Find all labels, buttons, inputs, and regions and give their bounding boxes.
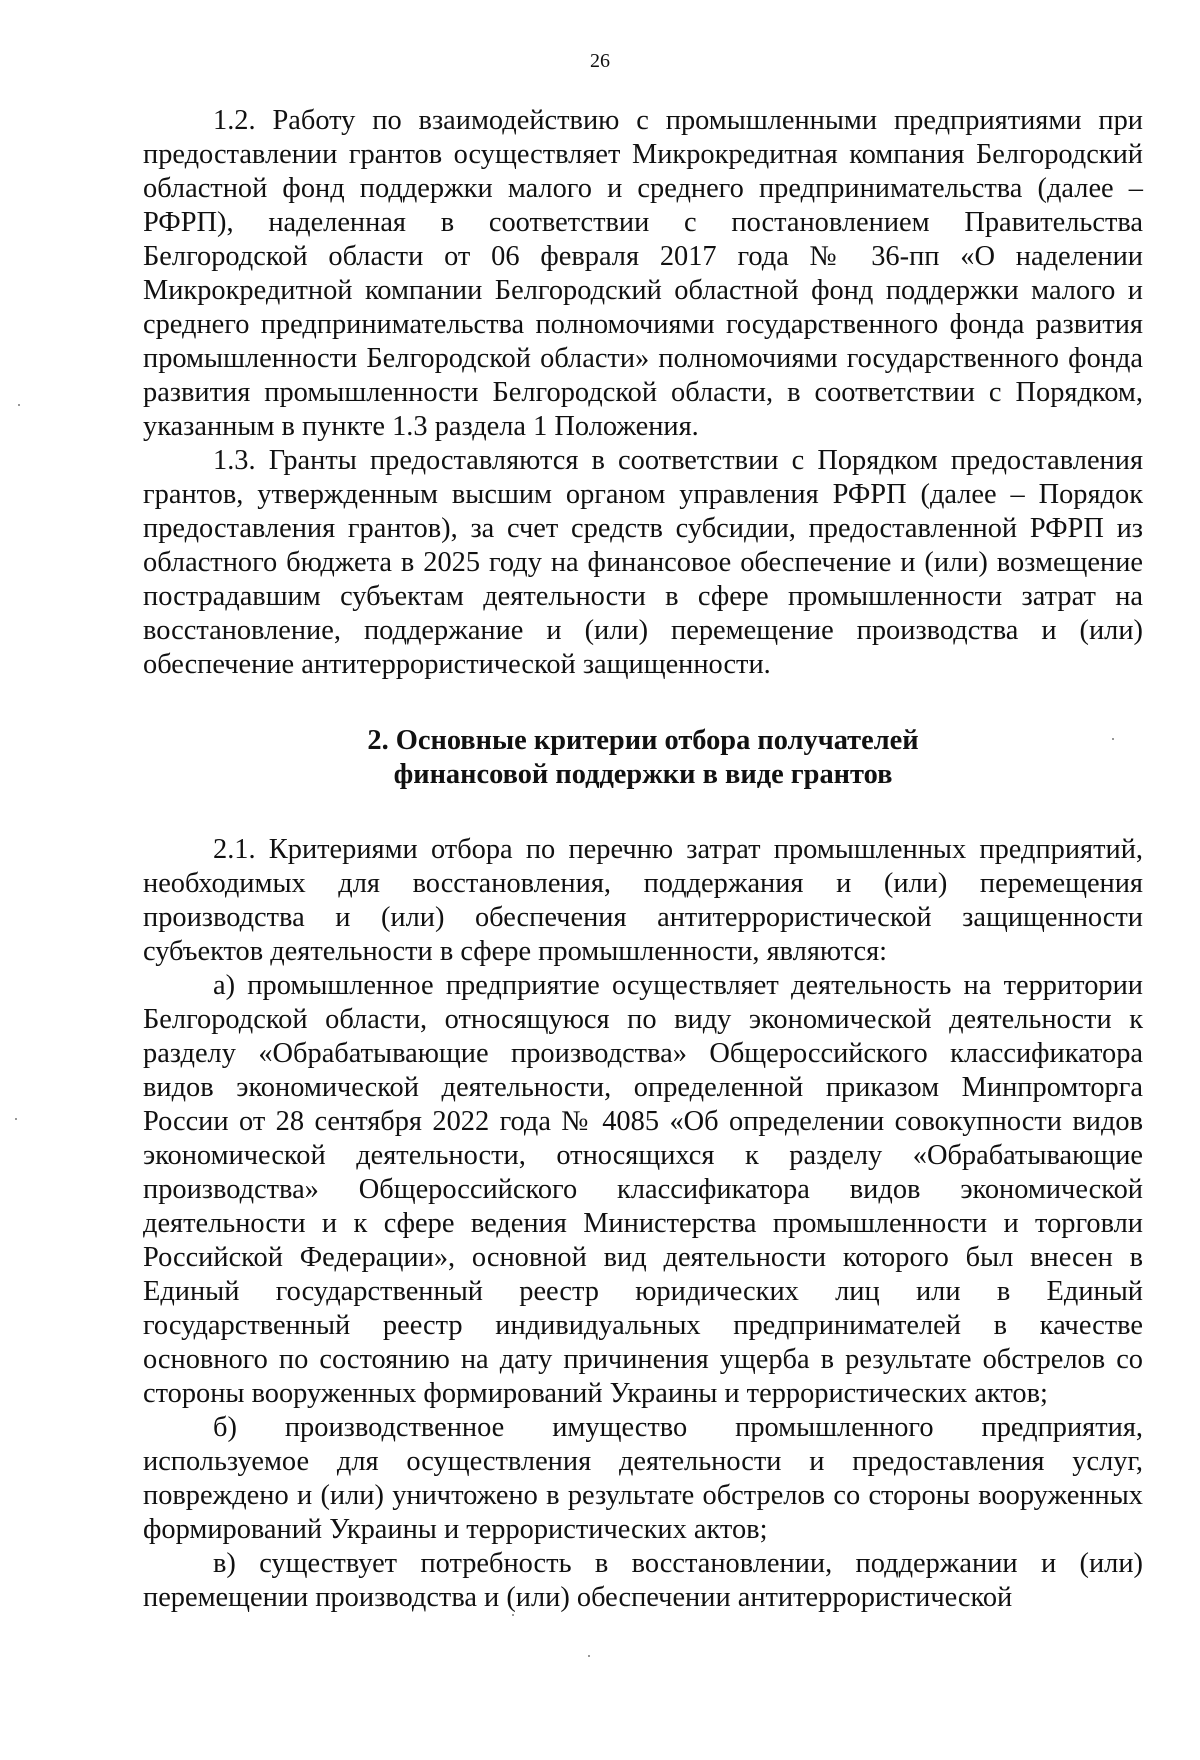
section-2-heading	[143, 724, 1143, 792]
section-2-heading-line-1: 2. Основные критерии отбора получателей	[367, 725, 919, 756]
scan-speck	[512, 1614, 514, 1616]
paragraph-2-1: 2.1. Критериями отбора по перечню затрат промышленных предприятий, необходимых для восстановления, поддержания и (или) перемещения производства и (или) обеспечения антитеррористической защищенности субъектов деятельности в сфере промышленности, являются:	[143, 834, 1143, 967]
criterion-v: в) существует потребность в восстановлении, поддержании и (или) перемещении производства и (или) обеспечении антитеррористической	[143, 1548, 1143, 1613]
scan-speck	[1112, 738, 1114, 740]
scan-speck	[15, 1118, 17, 1120]
section-2-heading-line-2: финансовой поддержки в виде грантов	[393, 759, 893, 790]
scan-speck	[588, 1655, 590, 1657]
paragraph-1-2: 1.2. Работу по взаимодействию с промышленными предприятиями при предоставлении грантов осуществляет Микрокредитная компания Белгородский областной фонд поддержки малого и среднего предпринимательства (далее – РФРП), наделенная в соответствии с постановлением Правительства Белгородской области от 06 февраля 2017 года № 36-пп «О наделении Микрокредитной компании Белгородский областной фонд поддержки малого и среднего предпринимательства полномочиями государственного фонда развития промышленности Белгородской области» полномочиями государственного фонда развития промышленности Белгородской области, в соответствии с Порядком, указанным в пункте 1.3 раздела 1 Положения.	[143, 105, 1143, 442]
paragraph-1-3: 1.3. Гранты предоставляются в соответствии с Порядком предоставления грантов, утвержденным высшим органом управления РФРП (далее – Порядок предоставления грантов), за счет средств субсидии, предоставленной РФРП из областного бюджета в 2025 году на финансовое обеспечение и (или) возмещение пострадавшим субъектам деятельности в сфере промышленности затрат на восстановление, поддержание и (или) перемещение производства и (или) обеспечение антитеррористической защищенности.	[143, 445, 1143, 680]
criterion-b: б) производственное имущество промышленного предприятия, используемое для осуществления деятельности и предоставления услуг, повреждено и (или) уничтожено в результате обстрелов со стороны вооруженных формирований Украины и террористических актов;	[143, 1412, 1143, 1545]
page-number: 26	[590, 50, 610, 72]
scan-speck	[18, 404, 20, 406]
criterion-a: а) промышленное предприятие осуществляет деятельность на территории Белгородской области, относящуюся по виду экономической деятельности к разделу «Обрабатывающие производства» Общероссийского классификатора видов экономической деятельности, определенной приказом Минпромторга России от 28 сентября 2022 года № 4085 «Об определении совокупности видов экономической деятельности, относящихся к разделу «Обрабатывающие производства» Общероссийского классификатора видов экономической деятельности и к сфере ведения Министерства промышленности и торговли Российской Федерации», основной вид деятельности которого был внесен в Единый государственный реестр юридических лиц или в Единый государственный реестр индивидуальных предпринимателей в качестве основного по состоянию на дату причинения ущерба в результате обстрелов со стороны вооруженных формирований Украины и террористических актов;	[143, 970, 1143, 1409]
document-body	[143, 104, 1143, 1615]
